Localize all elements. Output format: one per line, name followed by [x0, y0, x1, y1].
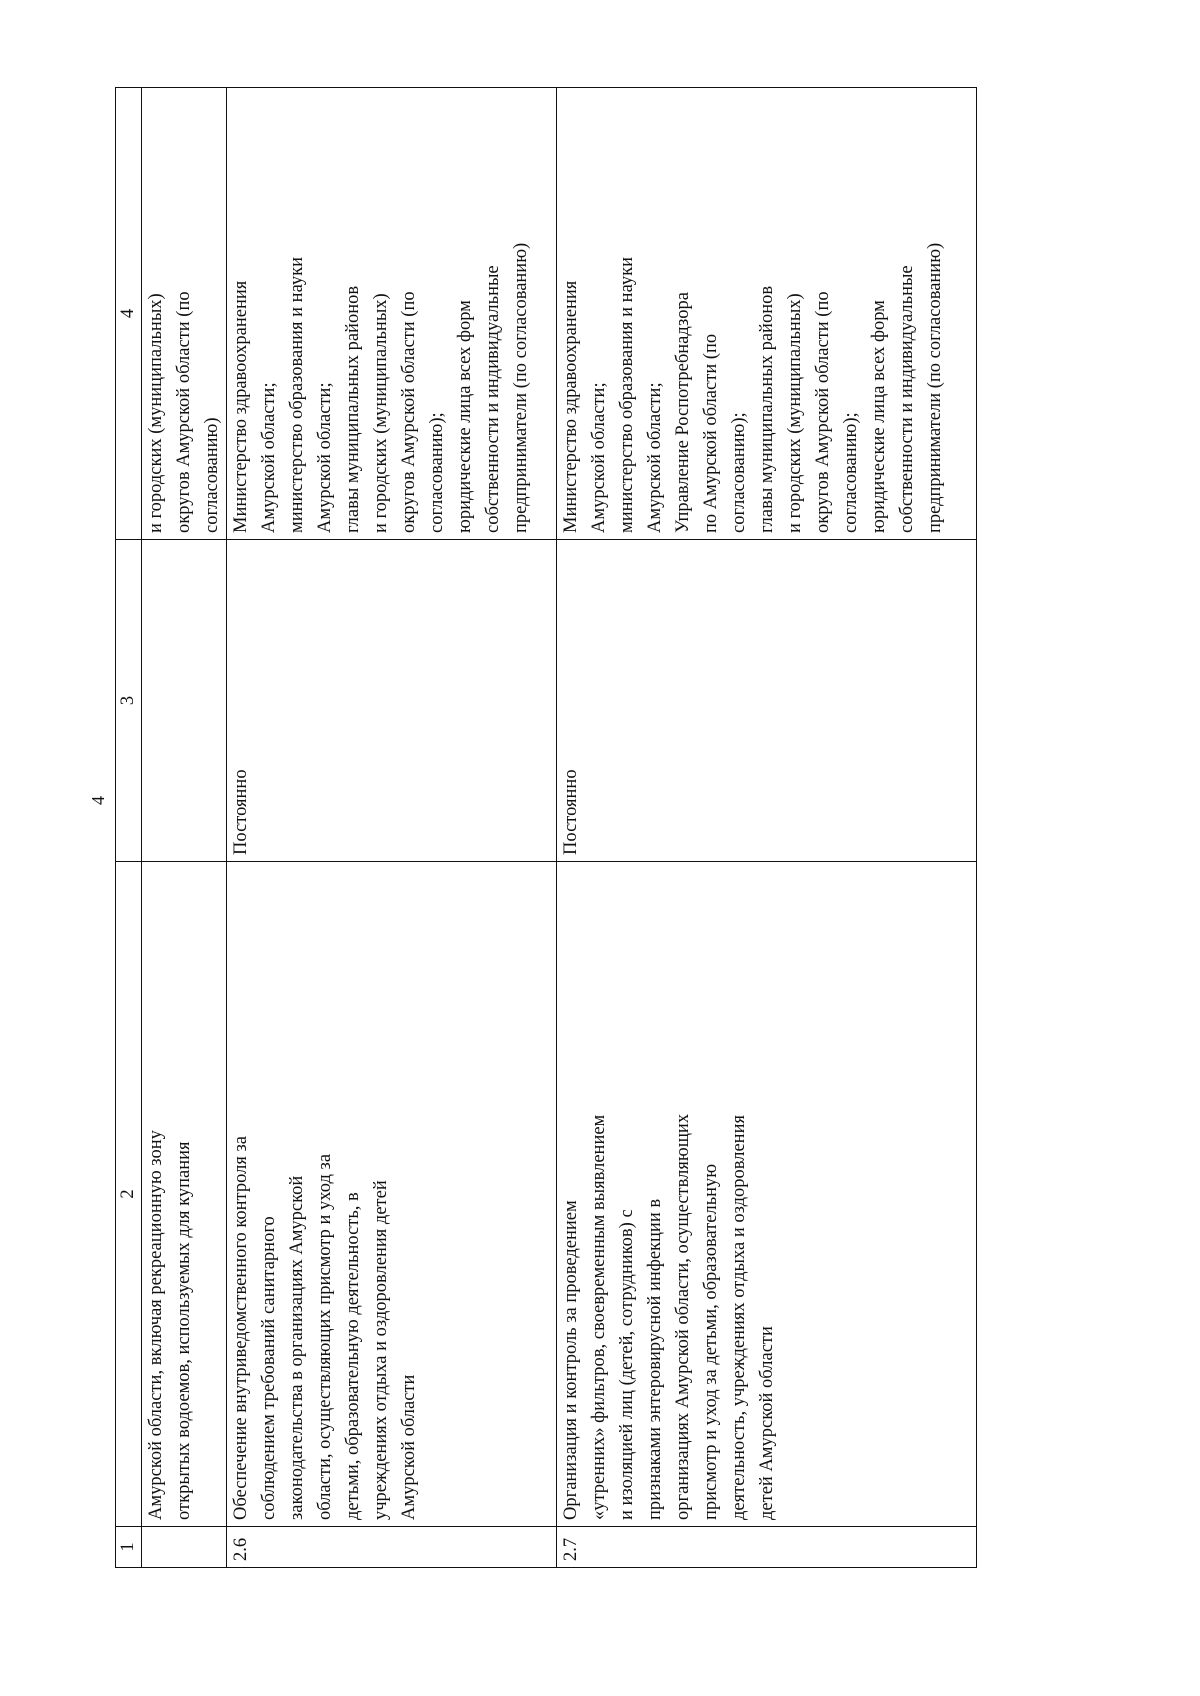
responsible-cell-line: министерство образования и науки [287, 257, 307, 533]
responsible-cell-line: и городских (муниципальных) [785, 293, 805, 533]
responsible-cell-line: собственности и индивидуальные [483, 265, 503, 533]
action-cell-line: открытых водоемов, используемых для купания [174, 1141, 194, 1520]
action-cell-line: признаками энтеровирусной инфекции в [645, 1198, 665, 1520]
responsible-cell-line: Управление Роспотребнадзора [673, 292, 693, 533]
responsible-cell-line: Амурской области; [589, 382, 609, 533]
responsible-cell-line: главы муниципальных районов [343, 285, 363, 533]
action-cell [227, 862, 557, 1527]
action-cell-line: Организация и контроль за проведением [561, 1200, 581, 1520]
action-cell-line: законодательства в организациях Амурской [287, 1175, 307, 1520]
responsible-cell-line: предприниматели (по согласованию) [925, 242, 945, 533]
table-row [557, 88, 977, 1568]
header-col-4: 4 [116, 88, 142, 540]
action-cell-line: Амурской области [399, 1374, 419, 1520]
action-cell-line: детей Амурской области [757, 1326, 777, 1520]
responsible-cell-line: Министерство здравоохранения [231, 280, 251, 533]
action-cell-line: присмотр и уход за детьми, образовательную [701, 1163, 721, 1520]
responsible-cell-line: округов Амурской области (по [399, 291, 419, 533]
action-cell-line: и изоляцией лиц (детей, сотрудников) с [617, 1209, 637, 1520]
responsible-cell-line: Министерство здравоохранения [561, 280, 581, 533]
plan-table [115, 87, 977, 1568]
header-col-3: 3 [116, 540, 142, 862]
responsible-cell-line: юридические лица всех форм [869, 300, 889, 533]
responsible-cell-line: предприниматели (по согласованию) [511, 242, 531, 533]
row-number: 2.6 [227, 1527, 557, 1568]
responsible-cell-line: согласованию); [841, 412, 861, 533]
action-cell [142, 862, 227, 1527]
term-cell: Постоянно [227, 540, 557, 862]
header-row [116, 88, 142, 1568]
action-cell-line: Амурской области, включая рекреационную зону [146, 1130, 166, 1520]
action-cell-line: учреждениях отдыха и оздоровления детей [371, 1180, 391, 1520]
responsible-cell-line: Амурской области; [259, 382, 279, 533]
responsible-cell-line: согласованию); [427, 412, 447, 533]
plan-table-rotated [115, 88, 975, 1568]
responsible-cell-line: главы муниципальных районов [757, 285, 777, 533]
responsible-cell [142, 88, 227, 540]
responsible-cell [557, 88, 977, 540]
action-cell-line: «утренних» фильтров, своевременным выявлением [589, 1114, 609, 1520]
term-cell: Постоянно [557, 540, 977, 862]
responsible-cell-line: Амурской области; [645, 382, 665, 533]
responsible-cell-line: округов Амурской области (по [813, 291, 833, 533]
responsible-cell-line: юридические лица всех форм [455, 300, 475, 533]
action-cell-line: детьми, образовательную деятельность, в [343, 1192, 363, 1520]
action-cell-line: области, осуществляющих присмотр и уход за [315, 1153, 335, 1520]
responsible-cell-line: собственности и индивидуальные [897, 265, 917, 533]
table-row [142, 88, 227, 1568]
responsible-cell-line: согласованию); [729, 412, 749, 533]
row-number [142, 1527, 227, 1568]
header-col-1: 1 [116, 1527, 142, 1568]
responsible-cell [227, 88, 557, 540]
responsible-cell-line: согласованию) [202, 417, 222, 533]
responsible-cell-line: министерство образования и науки [617, 257, 637, 533]
responsible-cell-line: и городских (муниципальных) [146, 293, 166, 533]
row-number: 2.7 [557, 1527, 977, 1568]
term-cell [142, 540, 227, 862]
header-col-2: 2 [116, 862, 142, 1527]
action-cell-line: соблюдением требований санитарного [259, 1216, 279, 1520]
page-number: 4 [88, 796, 108, 805]
responsible-cell-line: по Амурской области (по [701, 333, 721, 533]
responsible-cell-line: округов Амурской области (по [174, 291, 194, 533]
responsible-cell-line: и городских (муниципальных) [371, 293, 391, 533]
action-cell-line: организациях Амурской области, осуществляющих [673, 1113, 693, 1520]
action-cell [557, 862, 977, 1527]
action-cell-line: деятельность, учреждениях отдыха и оздоровления [729, 1115, 749, 1520]
responsible-cell-line: Амурской области; [315, 382, 335, 533]
action-cell-line: Обеспечение внутриведомственного контроля за [231, 1135, 251, 1520]
table-row [227, 88, 557, 1568]
